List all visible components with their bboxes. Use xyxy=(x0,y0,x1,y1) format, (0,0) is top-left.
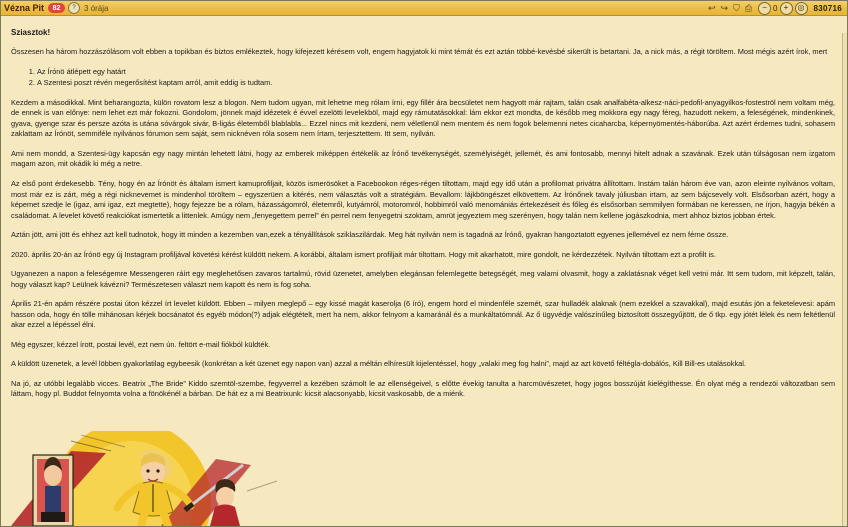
paragraph: Ami nem mondd, a Szentesi-ügy kapcsán egy nagy mintán lehetett látni, hogy az emberek miképpen értékelik az Írónő tevékenységét, személyiségét, jellemét, és ami fontosabb, mennyi hitelt adnak a szavának. Ezek után túlságosan nem izgatom magam azon, mit okádik ki még a netre. xyxy=(11,148,835,169)
zoom-level: 0 xyxy=(773,3,778,13)
bookmark-icon[interactable]: ⛉ xyxy=(733,2,740,13)
zoom-in-button[interactable]: + xyxy=(780,2,793,15)
titlebar-icon-group xyxy=(708,4,752,13)
list-item: 2. A Szentesi poszt révén megerősítést kaptam arról, amit eddig is tudtam. xyxy=(37,78,835,89)
paragraph: Az első pont érdekesebb. Tény, hogy én az Írónöt és általam ismert kamuprofiljait, közös ismerösöket a Facebookon réges-régen tiltottam, majd egy idő után a profilomat privátra állítottam. Instám talán három éve van, azon eleinte nyilvános voltam, most már ez is zárt, még a régi nicknevemet is mindenhol töröltem – egyszerüen a kitérés, nem választás volt a stratégiám. Bevallom: lájkböngészet elkövettem. Az Írónőnek tavaly júliusban irtam, az sem bájcsevely volt. Elsősorban azért, hogy a képemet szedje le (igaz, ami igaz, ezt megtette), hogy fejezze be a rólam, házasságomról, életemről, kutyámról, motoromról, hobbimról való menomániás értekezéseit és főleg és elsősorban semmilyen formában ne keressen, ne írjon, hagyja békén a családomat. A levelet követő reakciókat ismertetik a littenlek. Amúgy nem „fenyegettem perrel” én perrel nem fenyegetni szoktam, amrüt jegyeztem meg szerényen, hogy talán nem kellene jogászkodnia, mert ahhoz biztos jobban értek. xyxy=(11,179,835,220)
zoom-control xyxy=(758,2,807,15)
paragraph: Még egyszer, kézzel írott, postai levél, ezt nem ún. feltört e-mail fiókból küldték. xyxy=(11,339,271,349)
paragraph: Április 21-én apám részére postai úton kézzel írt levelet küldött. Ebben – milyen meglepő – egy kissé magát kaserolja (6 író), engem hord el mindenféle szemét, szar hulladék alaknak (nem ezekkel a szavakkal), majd esutás jön a feketelevesi: apám hasson oda, hogy én tölle mihánosan kérjek bocsánatot és egyéb módon(?) adjak elégtételt, mert ha nem, akkor felnyom a kamaránál és a munkáltatómnál. Az ő ügyvédje valószínűleg biztosított összegyűjtött, de ő tkp. egy jótét lélek és nem feltétlenül akar ezzel a lépéssel élni. xyxy=(11,299,835,330)
numbered-list xyxy=(11,67,835,89)
paragraph: 2020. április 20-án az Írónö egy új Instagram profiljával követési kérést küldött nekem. A korábbi, általam ismert profiljait már tiltottam. Hogy mit akarhatott, mire gondolt, ne kérdezzétek. Nyilván tiltottam ezt a profilt is. xyxy=(11,249,716,259)
post-id: 830716 xyxy=(813,3,842,13)
reply-icon[interactable]: ↩ xyxy=(707,2,716,13)
comment-count-badge[interactable]: 82 xyxy=(48,3,65,13)
timestamp: 3 órája xyxy=(84,3,109,13)
print-icon[interactable]: ⎙ xyxy=(744,2,753,13)
list-item: 1. Az Írónö átlépett egy határt xyxy=(37,67,835,78)
kill-bill-comic-illustration xyxy=(11,431,311,526)
forward-icon[interactable]: ↪ xyxy=(720,2,729,13)
page-body xyxy=(1,17,847,526)
paragraph: Na jó, az utóbbi legalább vicces. Beatrix „The Bride” Kiddo szemtöl-szembe, fegyverrel a kezében számolt le az ellenségeivel, s előtte évekig tanulta a harcmüvészetet, hogy jogos bosszúját kielégíthesse. Én olyat még a rendezöi változatban sem láttam, hogy pl. Buddot felnyomta volna a fönökénél a bárban. De hát ez a mi Beatrixunk: kicsit alacsonyabb, kicsit vaskosabb, de a miénk. xyxy=(11,378,835,399)
paragraph: Aztán jött, ami jött és ehhez azt kell tudnotok, hogy itt minden a kezemben van,ezek a tényállítások sziklaszilárdak. Meg hát nyilván nem is tagadná az Írónő, gyakran hangoztatott egyenes jellemével ez nem férne össze. xyxy=(11,230,729,240)
target-icon[interactable]: ◎ xyxy=(795,2,808,15)
zoom-out-button[interactable]: − xyxy=(758,2,771,15)
paragraph: Ugyanezen a napon a feleségemre Messengeren ráírt egy meglehetősen zavaros tartalmú, rövid üzenetet, amelyben elegánsan felemlegette betegségét, meg valami olvasmit, hogy a zaklatásnak véget kell vetni már. Itt sem tudom, mit képzelt, talán, hogy választ kap? Leülnek kávézni? Természetesen választ nem kapott és nem is fog soha. xyxy=(11,269,835,289)
scrollbar-track[interactable] xyxy=(842,33,847,526)
paragraph: A küldött üzenetek, a levél löbben gyakorlatilag egybeesik (konkrétan a két üzenet egy napon van) azzal a méltán elhíresült kijelentéssel, hogy „valaki meg fog halni”, majd az azt követő féltégla-dobálós, Kill Bill-es utalásokkal. xyxy=(11,359,746,369)
paragraph: Kezdem a másodikkal. Mint beharangozta, külön rovatom lesz a blogon. Nem tudom ugyan, mit lehetne meg rólam írni, egy fillér ára becsületet nem hagyott már rajtam, talán csak analfabéta-alkesz-náci-pedofil-anyagyilkos-fosteströl nem voltam még, de ennek is van előnye: nem lehet ezt már fokozni. Gondolom, jönnek majd idézetek é évvel ezelötti levelekböl, majd egy rámutatásokkal: lám ekkor ezt mondta, de később meg mokkora egy nagy féreg, hazudott nekem, a feleségének, mindenkinek, gyava, gyenge szar és persze azóta is utána sóvárgok sivár, B-ligás életemből blablabla... Ezzel nincs mit kezdeni, nem véletlenül nem mentem és nem fogok belemenni netes cicaharcba, képernyömentés-háborúba. Azt azért érdemes tudni, sohasem zaklattam az Írónöt, semmiféle nyilvános fórumon sem saját, sem nicknéven róla sosem nem írtam, terjesztettem. Itt sem, nyilván. xyxy=(11,97,835,139)
greeting-line: Sziasztok! xyxy=(11,28,51,37)
page-title: Vézna Pit xyxy=(4,3,45,13)
title-bar xyxy=(1,1,847,16)
info-icon[interactable]: ? xyxy=(68,2,80,14)
paragraph: Összesen ha három hozzászólásom volt ebben a topikban és biztos emlékeztek, hogy kifejezett kérésem volt, engem hagyjatok ki mint témát és ezt aztán többé-kevésbé sikerült is betartani. Ja, a nick más, a régit töröltem. Most mégis azért írok, mert xyxy=(11,47,828,57)
post-content xyxy=(1,17,847,400)
